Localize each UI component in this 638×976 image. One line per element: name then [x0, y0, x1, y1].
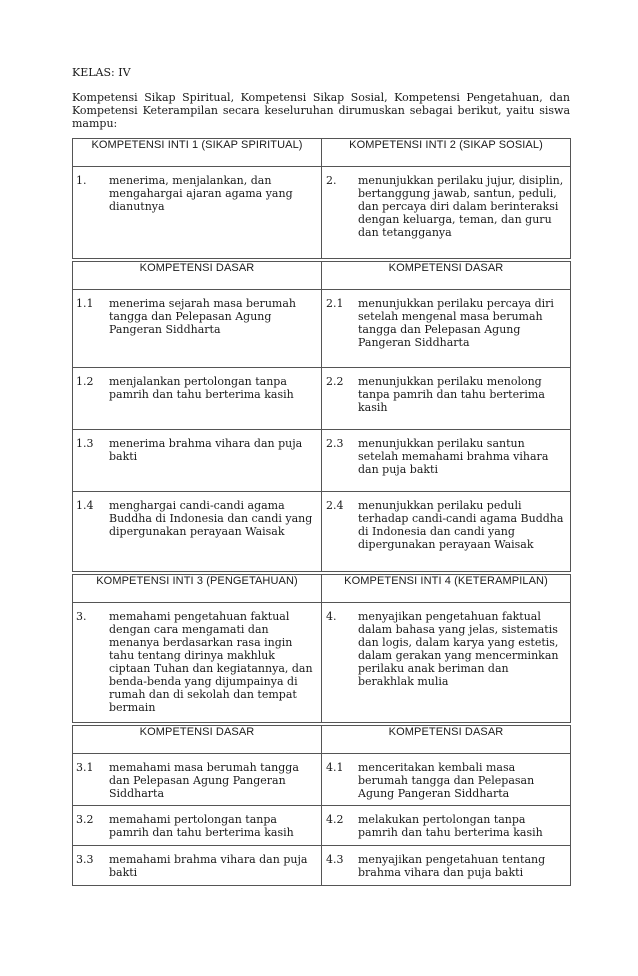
item-number: 4.1 — [326, 761, 344, 774]
item-number: 4. — [326, 610, 337, 623]
table-header-row — [73, 575, 571, 603]
intro-paragraph: Kompetensi Sikap Spiritual, Kompetensi Sikap Sosial, Kompetensi Pengetahuan, dan Kompetensi Keterampilan secara keseluruhan dirumuskan sebagai berikut, yaitu siswa mampu: — [72, 91, 570, 130]
item-number: 2. — [326, 174, 337, 187]
table-cell-left — [73, 290, 322, 368]
table-row — [73, 430, 571, 492]
table-header-row — [73, 726, 571, 754]
column-header-right: KOMPETENSI INTI 4 (KETERAMPILAN) — [322, 575, 571, 603]
table-cell-left — [73, 492, 322, 572]
column-header-left: KOMPETENSI DASAR — [73, 262, 322, 290]
item-number: 1.3 — [76, 437, 94, 450]
item-text: menunjukkan perilaku jujur, disiplin, bertanggung jawab, santun, peduli, dan percaya diri dalam berinteraksi dengan keluarga, teman, dan guru dan tetangganya — [358, 174, 564, 239]
table-row — [73, 167, 571, 259]
table-cell-left — [73, 603, 322, 723]
item-number: 1.4 — [76, 499, 94, 512]
competency-table-ki3-ki4 — [72, 574, 571, 723]
class-label: KELAS: IV — [72, 66, 131, 79]
table-row — [73, 846, 571, 886]
item-number: 3. — [76, 610, 87, 623]
table-cell-left — [73, 368, 322, 430]
table-row — [73, 754, 571, 806]
table-cell-right — [322, 806, 571, 846]
item-text: memahami pertolongan tanpa pamrih dan tahu berterima kasih — [109, 813, 294, 839]
table-row — [73, 492, 571, 572]
competency-table-kd3-kd4 — [72, 725, 571, 886]
column-header-right: KOMPETENSI DASAR — [322, 262, 571, 290]
item-text: menerima brahma vihara dan puja bakti — [109, 437, 303, 463]
column-header-right: KOMPETENSI DASAR — [322, 726, 571, 754]
table-cell-right — [322, 492, 571, 572]
table-row — [73, 603, 571, 723]
item-number: 2.1 — [326, 297, 344, 310]
table-cell-left — [73, 754, 322, 806]
table-row — [73, 290, 571, 368]
item-text: menerima sejarah masa berumah tangga dan Pelepasan Agung Pangeran Siddharta — [109, 297, 296, 336]
item-text: menunjukkan perilaku menolong tanpa pamrih dan tahu berterima kasih — [358, 375, 545, 414]
table-cell-right — [322, 603, 571, 723]
table-cell-left — [73, 806, 322, 846]
item-text: menyajikan pengetahuan tentang brahma vihara dan puja bakti — [358, 853, 546, 879]
item-text: memahami brahma vihara dan puja bakti — [109, 853, 308, 879]
table-cell-left — [73, 430, 322, 492]
item-number: 1.1 — [76, 297, 94, 310]
item-text: menyajikan pengetahuan faktual dalam bahasa yang jelas, sistematis dan logis, dalam karya yang estetis, dalam gerakan yang mencerminkan perilaku anak beriman dan berakhlak mulia — [358, 610, 559, 688]
table-header-row — [73, 139, 571, 167]
item-text: menerima, menjalankan, dan mengahargai ajaran agama yang dianutnya — [109, 174, 293, 213]
competency-table-ki1-ki2 — [72, 138, 571, 259]
table-cell-right — [322, 430, 571, 492]
column-header-left: KOMPETENSI DASAR — [73, 726, 322, 754]
item-number: 2.4 — [326, 499, 344, 512]
column-header-left: KOMPETENSI INTI 1 (SIKAP SPIRITUAL) — [73, 139, 322, 167]
item-number: 4.3 — [326, 853, 344, 866]
item-text: melakukan pertolongan tanpa pamrih dan tahu berterima kasih — [358, 813, 543, 839]
table-header-row — [73, 262, 571, 290]
item-number: 3.2 — [76, 813, 94, 826]
document-page — [72, 66, 570, 886]
item-number: 3.1 — [76, 761, 94, 774]
table-cell-right — [322, 368, 571, 430]
table-cell-right — [322, 846, 571, 886]
item-number: 2.3 — [326, 437, 344, 450]
table-cell-left — [73, 846, 322, 886]
item-text: menunjukkan perilaku santun setelah memahami brahma vihara dan puja bakti — [358, 437, 549, 476]
table-cell-right — [322, 167, 571, 259]
item-text: menunjukkan perilaku peduli terhadap candi-candi agama Buddha di Indonesia dan candi yang dipergunakan perayaan Waisak — [358, 499, 564, 551]
competency-table-kd1-kd2 — [72, 261, 571, 572]
item-text: menceritakan kembali masa berumah tangga dan Pelepasan Agung Pangeran Siddharta — [358, 761, 535, 800]
table-cell-right — [322, 754, 571, 806]
item-text: menghargai candi-candi agama Buddha di Indonesia dan candi yang dipergunakan perayaan Waisak — [109, 499, 313, 538]
item-number: 4.2 — [326, 813, 344, 826]
item-number: 2.2 — [326, 375, 344, 388]
item-text: menunjukkan perilaku percaya diri setelah mengenal masa berumah tangga dan Pelepasan Agung Pangeran Siddharta — [358, 297, 554, 349]
table-cell-left — [73, 167, 322, 259]
item-text: memahami masa berumah tangga dan Pelepasan Agung Pangeran Siddharta — [109, 761, 299, 800]
column-header-right: KOMPETENSI INTI 2 (SIKAP SOSIAL) — [322, 139, 571, 167]
item-text: menjalankan pertolongan tanpa pamrih dan tahu berterima kasih — [109, 375, 294, 401]
item-number: 1. — [76, 174, 87, 187]
table-row — [73, 368, 571, 430]
column-header-left: KOMPETENSI INTI 3 (PENGETAHUAN) — [73, 575, 322, 603]
item-number: 3.3 — [76, 853, 94, 866]
table-cell-right — [322, 290, 571, 368]
item-text: memahami pengetahuan faktual dengan cara mengamati dan menanya berdasarkan rasa ingin tahu tentang dirinya makhluk ciptaan Tuhan dan kegiatannya, dan benda-benda yang dijumpainya di rumah dan di sekolah dan tempat bermain — [109, 610, 313, 714]
item-number: 1.2 — [76, 375, 94, 388]
table-row — [73, 806, 571, 846]
